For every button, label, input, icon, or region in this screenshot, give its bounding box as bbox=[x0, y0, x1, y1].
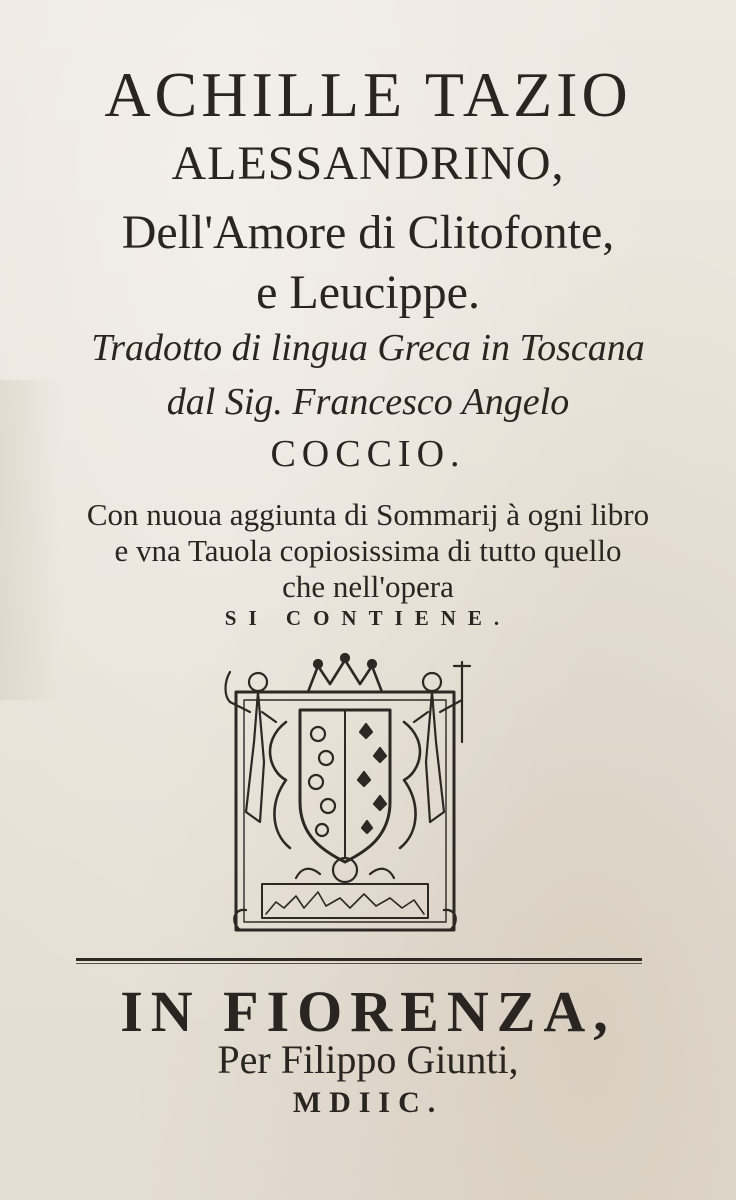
imprint-place: IN FIORENZA, bbox=[120, 979, 616, 1044]
author-line-2: ALESSANDRINO, bbox=[171, 137, 565, 190]
imprint-printer: Per Filippo Giunti, bbox=[217, 1037, 519, 1082]
addition-line-3: che nell'opera bbox=[282, 569, 454, 604]
addition-line-4: SI CONTIENE. bbox=[224, 606, 512, 630]
addition-line-1: Con nuoua aggiunta di Sommarij à ogni libro bbox=[86, 497, 650, 532]
translation-line-1: Tradotto di lingua Greca in Toscana bbox=[91, 327, 645, 369]
title-line-1: Dell'Amore di Clitofonte, bbox=[121, 206, 615, 259]
imprint-year: MDIIC. bbox=[292, 1086, 444, 1119]
addition-line-2: e vna Tauola copiosissima di tutto quello bbox=[114, 533, 622, 568]
printer-coat-of-arms-woodcut-icon bbox=[200, 652, 490, 942]
translator-surname: COCCIO. bbox=[270, 433, 466, 475]
divider-rule-thin bbox=[76, 963, 642, 964]
title-line-2: e Leucippe. bbox=[256, 266, 480, 319]
divider-rule bbox=[76, 958, 642, 961]
author-line-1: ACHILLE TAZIO bbox=[104, 59, 632, 130]
translation-line-2: dal Sig. Francesco Angelo bbox=[166, 381, 570, 423]
